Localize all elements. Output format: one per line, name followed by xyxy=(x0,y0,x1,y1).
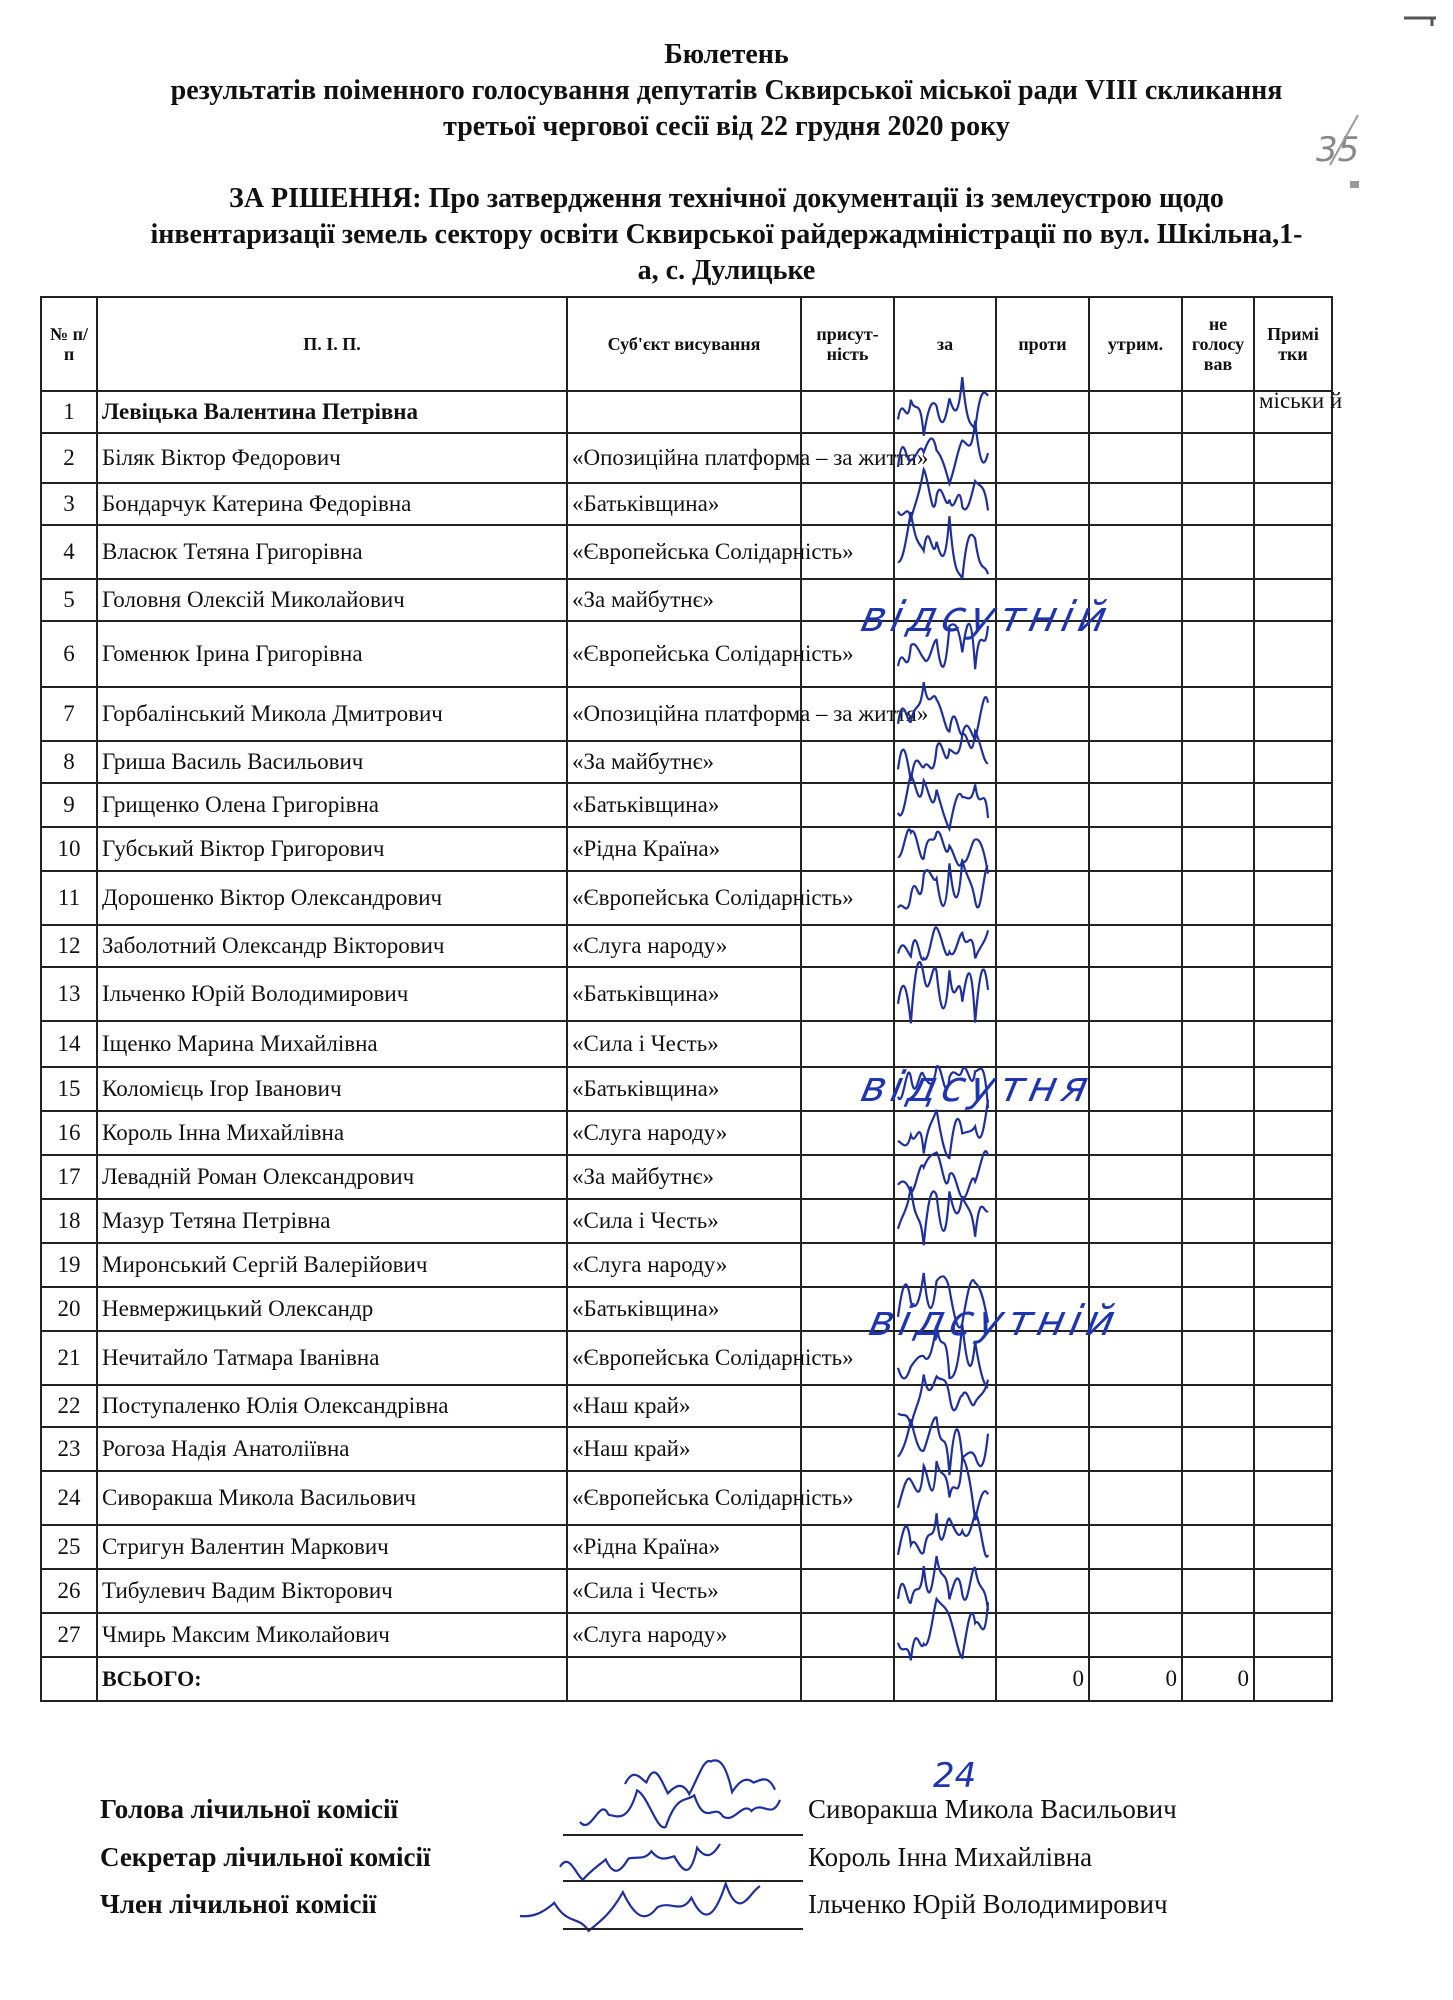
row-number: 2 xyxy=(41,433,97,483)
vote-cell-abstain xyxy=(1089,1243,1182,1287)
table-row xyxy=(41,1427,1332,1471)
vote-cell-abstain xyxy=(1089,433,1182,483)
vote-cell-notvoted xyxy=(1182,827,1254,871)
vote-cell-notvoted xyxy=(1182,1243,1254,1287)
party-name: «Європейська Солідарність» xyxy=(567,1331,801,1385)
vote-cell-present xyxy=(801,1569,894,1613)
vote-cell-present xyxy=(801,1199,894,1243)
vote-cell-against xyxy=(996,1385,1089,1427)
party-name: «Батьківщина» xyxy=(567,1287,801,1331)
vote-cell-against xyxy=(996,1199,1089,1243)
vote-cell-against xyxy=(996,783,1089,827)
row-number: 18 xyxy=(41,1199,97,1243)
col-header-present: присут-ність xyxy=(801,297,894,391)
vote-cell-for xyxy=(894,1021,996,1067)
col-header-for: за xyxy=(894,297,996,391)
corner-handwritten-mark xyxy=(1310,105,1380,195)
table-row xyxy=(41,391,1332,433)
deputy-name: Сиворакша Микола Васильович xyxy=(97,1471,567,1525)
row-note xyxy=(1254,525,1332,579)
row-note xyxy=(1254,1199,1332,1243)
vote-cell-for xyxy=(894,783,996,827)
row-note xyxy=(1254,827,1332,871)
vote-cell-notvoted xyxy=(1182,871,1254,925)
party-name: «За майбутнє» xyxy=(567,579,801,621)
row-number: 5 xyxy=(41,579,97,621)
vote-cell-present xyxy=(801,1243,894,1287)
vote-cell-against xyxy=(996,871,1089,925)
deputy-name: Власюк Тетяна Григорівна xyxy=(97,525,567,579)
deputy-name: Дорошенко Віктор Олександрович xyxy=(97,871,567,925)
vote-cell-against xyxy=(996,827,1089,871)
table-row xyxy=(41,1569,1332,1613)
vote-cell-for xyxy=(894,1613,996,1657)
vote-cell-abstain xyxy=(1089,687,1182,741)
table-row xyxy=(41,741,1332,783)
vote-cell-present xyxy=(801,1155,894,1199)
vote-cell-for xyxy=(894,483,996,525)
party-name: «Слуга народу» xyxy=(567,925,801,967)
table-row xyxy=(41,687,1332,741)
col-header-abstain: утрим. xyxy=(1089,297,1182,391)
row-note xyxy=(1254,1331,1332,1385)
row-number: 25 xyxy=(41,1525,97,1569)
table-row xyxy=(41,827,1332,871)
table-row xyxy=(41,433,1332,483)
corner-tick-mark xyxy=(1400,8,1440,28)
absent-mark-row-14: відсутня xyxy=(856,1062,1098,1111)
vote-cell-notvoted xyxy=(1182,1569,1254,1613)
deputy-name: Гриша Василь Васильович xyxy=(97,741,567,783)
party-name: «Сила і Честь» xyxy=(567,1199,801,1243)
table-row xyxy=(41,1199,1332,1243)
row-number: 3 xyxy=(41,483,97,525)
deputy-name: Бондарчук Катерина Федорівна xyxy=(97,483,567,525)
row-number: 1 xyxy=(41,391,97,433)
table-row xyxy=(41,1613,1332,1657)
row-number: 26 xyxy=(41,1569,97,1613)
vote-cell-for xyxy=(894,1525,996,1569)
svg-text:35: 35 xyxy=(1316,130,1360,170)
vote-cell-notvoted xyxy=(1182,1155,1254,1199)
deputy-name: Король Інна Михайлівна xyxy=(97,1111,567,1155)
vote-cell-notvoted xyxy=(1182,1613,1254,1657)
row-number: 9 xyxy=(41,783,97,827)
row-note xyxy=(1254,741,1332,783)
vote-cell-against xyxy=(996,391,1089,433)
party-name: «Європейська Солідарність» xyxy=(567,1471,801,1525)
deputy-name: Поступаленко Юлія Олександрівна xyxy=(97,1385,567,1427)
row-note xyxy=(1254,1067,1332,1111)
vote-cell-against xyxy=(996,687,1089,741)
totals-row xyxy=(41,1657,1332,1701)
row-note xyxy=(1254,1243,1332,1287)
party-name: «Сила і Честь» xyxy=(567,1021,801,1067)
vote-cell-abstain xyxy=(1089,925,1182,967)
absent-mark-row-5: відсутній xyxy=(856,592,1117,641)
vote-cell-abstain xyxy=(1089,1613,1182,1657)
vote-cell-for xyxy=(894,967,996,1021)
bulletin-title: Бюлетень xyxy=(664,39,789,70)
deputy-name: Біляк Віктор Федорович xyxy=(97,433,567,483)
table-row xyxy=(41,1067,1332,1111)
totals-party-blank xyxy=(567,1657,801,1701)
row-note xyxy=(1254,433,1332,483)
vote-cell-abstain xyxy=(1089,525,1182,579)
row-number: 8 xyxy=(41,741,97,783)
vote-cell-abstain xyxy=(1089,1021,1182,1067)
vote-cell-for xyxy=(894,741,996,783)
vote-cell-for xyxy=(894,1385,996,1427)
vote-cell-notvoted xyxy=(1182,967,1254,1021)
row-note xyxy=(1254,621,1332,687)
party-name: «За майбутнє» xyxy=(567,1155,801,1199)
decision-title-line-2: інвентаризації земель сектору освіти Сквирської райдержадміністрації по вул. Шкільна,1- xyxy=(150,219,1303,250)
deputy-name: Чмирь Максим Миколайович xyxy=(97,1613,567,1657)
party-name: «Опозиційна платформа – за життя» xyxy=(567,687,801,741)
row-note xyxy=(1254,1385,1332,1427)
bulletin-subtitle: результатів поіменного голосування депутатів Сквирської міської ради VIII скликання xyxy=(170,75,1283,106)
col-header-num: № п/п xyxy=(41,297,97,391)
secretary-signature xyxy=(560,1844,720,1880)
row-note xyxy=(1254,1111,1332,1155)
vote-cell-for xyxy=(894,1155,996,1199)
deputy-name: Губський Віктор Григорович xyxy=(97,827,567,871)
vote-cell-notvoted xyxy=(1182,1111,1254,1155)
vote-cell-present xyxy=(801,827,894,871)
vote-cell-against xyxy=(996,433,1089,483)
table-row xyxy=(41,1287,1332,1331)
vote-cell-notvoted xyxy=(1182,621,1254,687)
party-name: «Рідна Країна» xyxy=(567,827,801,871)
deputy-name: Рогоза Надія Анатоліївна xyxy=(97,1427,567,1471)
vote-cell-notvoted xyxy=(1182,1067,1254,1111)
vote-cell-notvoted xyxy=(1182,1331,1254,1385)
totals-not-voted: 0 xyxy=(1182,1657,1254,1701)
chair-label: Голова лічильної комісії xyxy=(100,1794,398,1824)
table-row xyxy=(41,925,1332,967)
totals-for-handwritten: 24 xyxy=(933,1756,977,1796)
vote-cell-for xyxy=(894,1471,996,1525)
table-row xyxy=(41,1525,1332,1569)
deputy-name: Тибулевич Вадим Вікторович xyxy=(97,1569,567,1613)
vote-cell-for xyxy=(894,871,996,925)
table-row xyxy=(41,1243,1332,1287)
row-number: 12 xyxy=(41,925,97,967)
vote-cell-against xyxy=(996,925,1089,967)
vote-cell-abstain xyxy=(1089,871,1182,925)
row-number: 14 xyxy=(41,1021,97,1067)
row-note xyxy=(1254,1613,1332,1657)
party-name: «Європейська Солідарність» xyxy=(567,621,801,687)
vote-cell-notvoted xyxy=(1182,687,1254,741)
vote-cell-against xyxy=(996,1111,1089,1155)
row-note xyxy=(1254,1525,1332,1569)
party-name: «Батьківщина» xyxy=(567,1067,801,1111)
vote-cell-against xyxy=(996,483,1089,525)
vote-cell-abstain xyxy=(1089,967,1182,1021)
vote-cell-against xyxy=(996,967,1089,1021)
decision-title-line-1: ЗА РІШЕННЯ: Про затвердження технічної документації із землеустрою щодо xyxy=(229,183,1224,214)
table-row xyxy=(41,1331,1332,1385)
totals-against: 0 xyxy=(996,1657,1089,1701)
totals-for-cell xyxy=(894,1657,996,1701)
table-row xyxy=(41,1155,1332,1199)
chair-name: Сиворакша Микола Васильович xyxy=(808,1794,1177,1824)
vote-cell-present xyxy=(801,741,894,783)
row-number: 19 xyxy=(41,1243,97,1287)
deputy-name: Нечитайло Татмара Іванівна xyxy=(97,1331,567,1385)
vote-cell-for xyxy=(894,525,996,579)
deputy-name: Левадній Роман Олександрович xyxy=(97,1155,567,1199)
col-header-notes: Примі тки xyxy=(1254,297,1332,391)
vote-cell-for xyxy=(894,391,996,433)
col-header-not-voted: не голосу вав xyxy=(1182,297,1254,391)
vote-cell-notvoted xyxy=(1182,1427,1254,1471)
totals-abstain: 0 xyxy=(1089,1657,1182,1701)
vote-cell-against xyxy=(996,1021,1089,1067)
row-note xyxy=(1254,1569,1332,1613)
party-name: «Сила і Честь» xyxy=(567,1569,801,1613)
vote-cell-abstain xyxy=(1089,1471,1182,1525)
table-row xyxy=(41,1471,1332,1525)
row-number: 7 xyxy=(41,687,97,741)
table-row xyxy=(41,871,1332,925)
deputy-name: Гоменюк Ірина Григорівна xyxy=(97,621,567,687)
vote-cell-abstain xyxy=(1089,1427,1182,1471)
member-label: Член лічильної комісії xyxy=(100,1889,377,1919)
row-number: 10 xyxy=(41,827,97,871)
chair-signature xyxy=(580,1790,780,1827)
party-name: «Батьківщина» xyxy=(567,483,801,525)
party-name: «Європейська Солідарність» xyxy=(567,871,801,925)
vote-cell-notvoted xyxy=(1182,1385,1254,1427)
deputy-name: Іщенко Марина Михайлівна xyxy=(97,1021,567,1067)
vote-cell-against xyxy=(996,1525,1089,1569)
vote-cell-abstain xyxy=(1089,1385,1182,1427)
table-body xyxy=(41,388,1343,1657)
row-number: 6 xyxy=(41,621,97,687)
vote-cell-against xyxy=(996,525,1089,579)
vote-cell-abstain xyxy=(1089,827,1182,871)
row-number: 17 xyxy=(41,1155,97,1199)
secretary-name: Король Інна Михайлівна xyxy=(808,1842,1093,1872)
totals-notes-blank xyxy=(1254,1657,1332,1701)
deputy-name: Левіцька Валентина Петрівна xyxy=(97,391,567,433)
deputy-name: Стригун Валентин Маркович xyxy=(97,1525,567,1569)
vote-cell-present xyxy=(801,391,894,433)
vote-cell-present xyxy=(801,925,894,967)
vote-cell-present xyxy=(801,967,894,1021)
vote-cell-notvoted xyxy=(1182,925,1254,967)
deputy-name: Грищенко Олена Григорівна xyxy=(97,783,567,827)
vote-cell-present xyxy=(801,483,894,525)
member-signature-line xyxy=(563,1928,803,1930)
totals-present-blank xyxy=(801,1657,894,1701)
member-signature xyxy=(520,1884,760,1931)
vote-cell-against xyxy=(996,1471,1089,1525)
chair-signature-line xyxy=(563,1834,803,1836)
voting-table xyxy=(40,296,1343,1702)
deputy-name: Головня Олексій Миколайович xyxy=(97,579,567,621)
deputy-name: Мазур Тетяна Петрівна xyxy=(97,1199,567,1243)
vote-cell-abstain xyxy=(1089,1067,1182,1111)
vote-cell-present xyxy=(801,783,894,827)
row-note xyxy=(1254,1427,1332,1471)
party-name: «Слуга народу» xyxy=(567,1243,801,1287)
vote-cell-present xyxy=(801,1525,894,1569)
vote-cell-present xyxy=(801,1021,894,1067)
totals-blank xyxy=(41,1657,97,1701)
vote-cell-notvoted xyxy=(1182,1525,1254,1569)
vote-cell-notvoted xyxy=(1182,1287,1254,1331)
row-number: 21 xyxy=(41,1331,97,1385)
row-note xyxy=(1254,483,1332,525)
decision-title-line-3: а, с. Дулицьке xyxy=(637,255,816,286)
party-name: «За майбутнє» xyxy=(567,741,801,783)
secretary-signature-line xyxy=(563,1880,803,1882)
row-note xyxy=(1254,1471,1332,1525)
row-note xyxy=(1254,1155,1332,1199)
vote-cell-notvoted xyxy=(1182,1199,1254,1243)
row-note xyxy=(1254,579,1332,621)
vote-cell-abstain xyxy=(1089,483,1182,525)
party-name: «Опозиційна платформа – за життя» xyxy=(567,433,801,483)
deputy-name: Ільченко Юрій Володимирович xyxy=(97,967,567,1021)
vote-cell-notvoted xyxy=(1182,433,1254,483)
row-number: 11 xyxy=(41,871,97,925)
table-row xyxy=(41,1385,1332,1427)
vote-cell-for xyxy=(894,1111,996,1155)
vote-cell-abstain xyxy=(1089,1525,1182,1569)
party-name: «Наш край» xyxy=(567,1427,801,1471)
vote-cell-notvoted xyxy=(1182,783,1254,827)
vote-cell-for xyxy=(894,1243,996,1287)
vote-cell-for xyxy=(894,1199,996,1243)
table-header-row xyxy=(41,297,1332,391)
vote-cell-abstain xyxy=(1089,391,1182,433)
vote-cell-abstain xyxy=(1089,1569,1182,1613)
deputy-name: Миронський Сергій Валерійович xyxy=(97,1243,567,1287)
vote-cell-for xyxy=(894,1427,996,1471)
secretary-label: Секретар лічильної комісії xyxy=(100,1842,431,1872)
vote-cell-notvoted xyxy=(1182,579,1254,621)
row-number: 27 xyxy=(41,1613,97,1657)
vote-cell-notvoted xyxy=(1182,741,1254,783)
table-row xyxy=(41,1021,1332,1067)
session-date: третьої чергової сесії від 22 грудня 2020 року xyxy=(443,111,1010,142)
table-row xyxy=(41,621,1332,687)
party-name: «Батьківщина» xyxy=(567,967,801,1021)
vote-cell-notvoted xyxy=(1182,1021,1254,1067)
vote-cell-notvoted xyxy=(1182,483,1254,525)
absent-mark-row-19: відсутній xyxy=(864,1296,1125,1345)
row-note xyxy=(1254,1021,1332,1067)
row-number: 15 xyxy=(41,1067,97,1111)
deputy-name: Горбалінський Микола Дмитрович xyxy=(97,687,567,741)
row-number: 20 xyxy=(41,1287,97,1331)
row-number: 24 xyxy=(41,1471,97,1525)
row-number: 23 xyxy=(41,1427,97,1471)
table-row xyxy=(41,525,1332,579)
vote-cell-notvoted xyxy=(1182,525,1254,579)
totals-label: ВСЬОГО: xyxy=(97,1657,567,1701)
vote-cell-against xyxy=(996,1427,1089,1471)
row-note xyxy=(1254,925,1332,967)
totals-signature xyxy=(625,1760,775,1794)
vote-cell-present xyxy=(801,1111,894,1155)
party-name: «Батьківщина» xyxy=(567,783,801,827)
col-header-party: Суб'єкт висування xyxy=(567,297,801,391)
party-name: «Європейська Солідарність» xyxy=(567,525,801,579)
party-name: «Слуга народу» xyxy=(567,1613,801,1657)
col-header-against: проти xyxy=(996,297,1089,391)
row-note xyxy=(1254,871,1332,925)
vote-cell-notvoted xyxy=(1182,1471,1254,1525)
table-row xyxy=(41,783,1332,827)
row-note xyxy=(1254,783,1332,827)
vote-cell-present xyxy=(801,1613,894,1657)
party-name xyxy=(567,391,801,433)
vote-cell-notvoted xyxy=(1182,391,1254,433)
vote-cell-present xyxy=(801,1385,894,1427)
deputy-name: Заболотний Олександр Вікторович xyxy=(97,925,567,967)
vote-cell-abstain xyxy=(1089,783,1182,827)
vote-cell-against xyxy=(996,1243,1089,1287)
vote-cell-for xyxy=(894,827,996,871)
table-row xyxy=(41,483,1332,525)
vote-cell-for xyxy=(894,1569,996,1613)
vote-cell-present xyxy=(801,1427,894,1471)
party-name: «Наш край» xyxy=(567,1385,801,1427)
row-number: 13 xyxy=(41,967,97,1021)
vote-cell-against xyxy=(996,1569,1089,1613)
vote-cell-for xyxy=(894,925,996,967)
vote-cell-abstain xyxy=(1089,1199,1182,1243)
row-number: 22 xyxy=(41,1385,97,1427)
vote-cell-abstain xyxy=(1089,1155,1182,1199)
table-row xyxy=(41,967,1332,1021)
deputy-name: Невмержицький Олександр xyxy=(97,1287,567,1331)
row-note xyxy=(1254,687,1332,741)
col-header-name: П. І. П. xyxy=(97,297,567,391)
row-note xyxy=(1254,967,1332,1021)
vote-cell-against xyxy=(996,1155,1089,1199)
deputy-name: Коломієць Ігор Іванович xyxy=(97,1067,567,1111)
table-row xyxy=(41,579,1332,621)
row-number: 4 xyxy=(41,525,97,579)
party-name: «Рідна Країна» xyxy=(567,1525,801,1569)
party-name: «Слуга народу» xyxy=(567,1111,801,1155)
row-note: міськи й xyxy=(1254,391,1332,433)
member-name: Ільченко Юрій Володимирович xyxy=(808,1889,1168,1919)
vote-cell-abstain xyxy=(1089,1111,1182,1155)
vote-cell-against xyxy=(996,1613,1089,1657)
row-number: 16 xyxy=(41,1111,97,1155)
vote-cell-against xyxy=(996,741,1089,783)
row-note xyxy=(1254,1287,1332,1331)
vote-cell-abstain xyxy=(1089,741,1182,783)
table-row xyxy=(41,1111,1332,1155)
